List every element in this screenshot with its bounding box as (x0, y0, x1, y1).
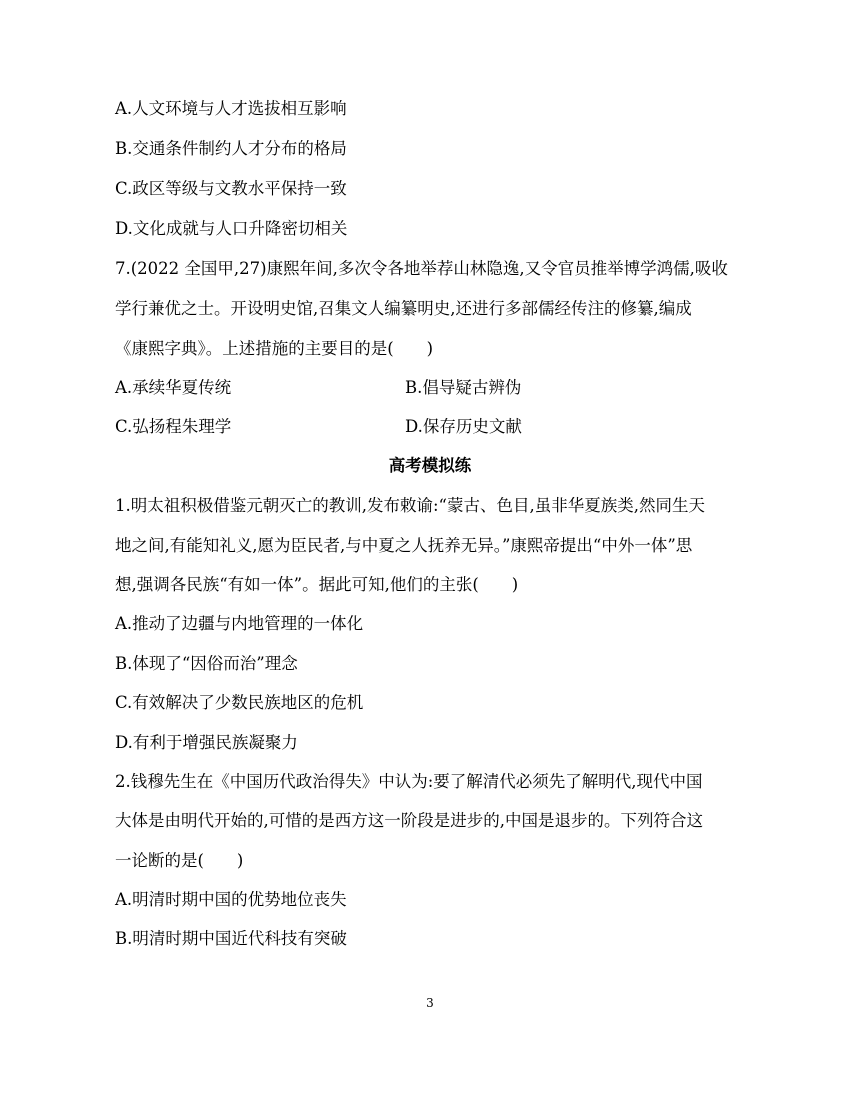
m1-option-a: A.推动了边疆与内地管理的一体化 (115, 614, 364, 633)
q7-option-row-2 (115, 417, 522, 437)
prev-option-c: C.政区等级与文教水平保持一致 (115, 179, 347, 198)
m1-stem-line-3: 想,强调各民族“有如一体”。据此可知,他们的主张( ) (115, 575, 519, 594)
q7-stem-line-3: 《康熙字典》。上述措施的主要目的是( ) (115, 339, 434, 358)
q7-option-row-1 (115, 378, 522, 398)
q7-option-d: D.保存历史文献 (405, 417, 522, 436)
m1-stem-line-2: 地之间,有能知礼义,愿为臣民者,与中夏之人抚养无异。”康熙帝提出“中外一体”思 (115, 536, 693, 555)
section-title: 高考模拟练 (388, 456, 472, 475)
q7-option-b: B.倡导疑古辨伪 (405, 378, 522, 397)
q7-stem-line-1: 7.(2022 全国甲,27)康熙年间,多次令各地举荐山林隐逸,又令官员推举博学鸿儒,吸收 (115, 259, 728, 278)
q7-option-a: A.承续华夏传统 (115, 378, 232, 397)
page-number: 3 (426, 996, 434, 1010)
m1-option-d: D.有利于增强民族凝聚力 (115, 733, 298, 752)
prev-option-d: D.文化成就与人口升降密切相关 (115, 219, 348, 238)
m2-stem-line-1: 2.钱穆先生在《中国历代政治得失》中认为:要了解清代必须先了解明代,现代中国 (115, 772, 703, 791)
m2-option-a: A.明清时期中国的优势地位丧失 (115, 890, 347, 909)
m2-stem-line-2: 大体是由明代开始的,可惜的是西方这一阶段是进步的,中国是退步的。下列符合这 (115, 811, 703, 830)
prev-option-b: B.交通条件制约人才分布的格局 (115, 139, 347, 158)
m1-option-c: C.有效解决了少数民族地区的危机 (115, 693, 364, 712)
q7-option-c: C.弘扬程朱理学 (115, 417, 232, 436)
m1-option-b: B.体现了“因俗而治”理念 (115, 654, 298, 673)
m2-option-b: B.明清时期中国近代科技有突破 (115, 929, 347, 948)
prev-option-a: A.人文环境与人才选拔相互影响 (115, 99, 347, 118)
q7-stem-line-2: 学行兼优之士。开设明史馆,召集文人编纂明史,还进行多部儒经传注的修纂,编成 (115, 299, 692, 318)
m2-stem-line-3: 一论断的是( ) (115, 851, 244, 870)
m1-stem-line-1: 1.明太祖积极借鉴元朝灭亡的教训,发布敕谕:“蒙古、色目,虽非华夏族类,然同生天 (115, 496, 705, 515)
